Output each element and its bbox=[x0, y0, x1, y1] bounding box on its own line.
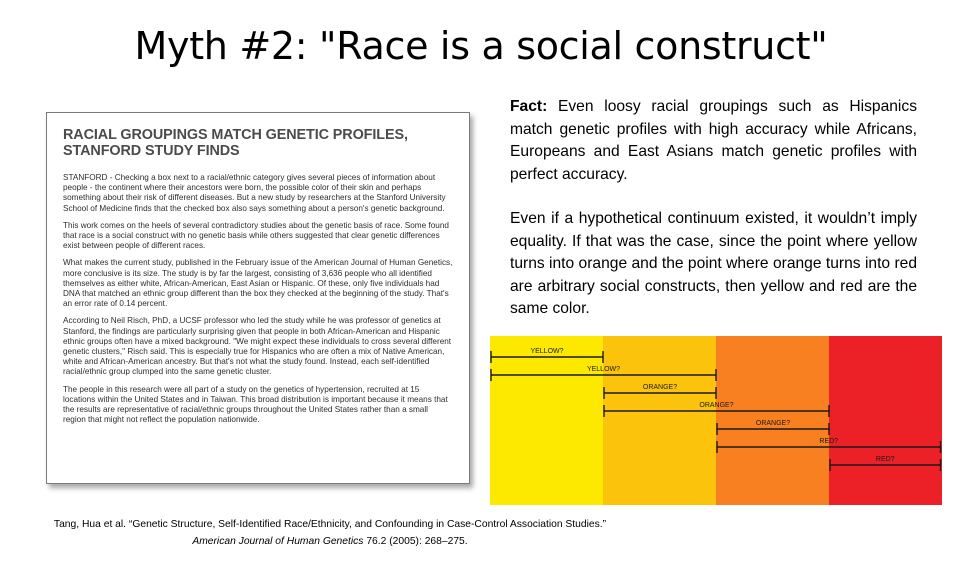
span-label: YELLOW? bbox=[530, 348, 564, 355]
span-label: RED? bbox=[819, 438, 839, 445]
span-label: ORANGE? bbox=[642, 384, 678, 391]
continuum-paragraph: Even if a hypothetical continuum existed, it wouldn’t imply equality. If that was the case, since the point where yellow turns into orange and the point where orange turns into red are arbitrary social constructs, then yellow and red are the same color. bbox=[510, 210, 917, 317]
article-paragraph: STANFORD - Checking a box next to a racial/ethnic category gives several pieces of information about people - the continent where their ancestors were born, the possible color of their skin and perhaps something about their risk of different diseases. But a new study by researchers at the Stanford University School of Medicine finds that the checked box also says something about a person's genetic background. bbox=[63, 173, 446, 213]
article-paragraph: This work comes on the heels of several contradictory studies about the genetic basis of race. Some found that race is a social construct with no genetic basis while others suggested that clear genetic differences exist between people of different races. bbox=[63, 220, 449, 251]
span-label: YELLOW? bbox=[586, 366, 621, 373]
article-paragraph: The people in this research were all part of a study on the genetics of hypertension, recruited at 15 locations within the United States and in Taiwan. This broad distribution is important because it means that the results are representative of racial/ethnic groups throughout the United States rather than a small region that might not reflect the population nationwide. bbox=[63, 384, 448, 425]
color-spectrum-diagram bbox=[490, 336, 942, 505]
citation-volume-pages: 76.2 (2005): 268–275. bbox=[363, 536, 468, 547]
fact-label: Fact: bbox=[510, 98, 548, 115]
spectrum-band bbox=[490, 336, 604, 505]
fact-text-block bbox=[510, 96, 917, 321]
span-label: ORANGE? bbox=[699, 402, 734, 409]
spectrum-band bbox=[603, 336, 717, 505]
article-headline: RACIAL GROUPINGS MATCH GENETIC PROFILES, STANFORD STUDY FINDS bbox=[63, 127, 408, 159]
citation-authors-title: Tang, Hua et al. “Genetic Structure, Self-Identified Race/Ethnicity, and Confounding in Case-Control Association Studies.” bbox=[53, 519, 607, 530]
article-clipping bbox=[46, 112, 470, 484]
span-label: ORANGE? bbox=[755, 420, 791, 427]
article-paragraph: According to Neil Risch, PhD, a UCSF professor who led the study while he was professor of genetics at Stanford, the findings are particularly surprising given that people in both African-American and Hispanic ethnic groups often have a mixed background. "We might expect these individuals to cross several different genetic clusters," Risch said. This is especially true for Hispanics who are often a mix of Native American, white and African-American ancestry. But that's not what the study found. Instead, each self-identified racial/ethnic group clumped into the same genetic cluster. bbox=[63, 316, 452, 377]
citation-journal: American Journal of Human Genetics bbox=[192, 536, 364, 547]
color-spectrum-svg bbox=[490, 336, 942, 505]
span-label: RED? bbox=[875, 456, 895, 463]
article-paragraph: What makes the current study, published in the February issue of the American Journal of Human Genetics, more conclusive is its size. The study is by far the largest, consisting of 3,636 people who all identified themselves as either white, African-American, East Asian or Hispanic. Of these, only five individuals had DNA that matched an ethnic group different than the box they checked at the beginning of the study. That's an error rate of 0.14 percent. bbox=[63, 258, 453, 309]
fact-body: Even loosy racial groupings such as Hispanics match genetic profiles with high accuracy while Africans, Europeans and East Asians match genetic profiles with perfect accuracy. bbox=[510, 98, 917, 183]
citation bbox=[0, 516, 660, 550]
citation-source bbox=[0, 533, 660, 550]
fact-paragraph bbox=[510, 96, 917, 186]
spectrum-band bbox=[829, 336, 942, 505]
slide-title: Myth #2: "Race is a social construct" bbox=[134, 24, 828, 68]
